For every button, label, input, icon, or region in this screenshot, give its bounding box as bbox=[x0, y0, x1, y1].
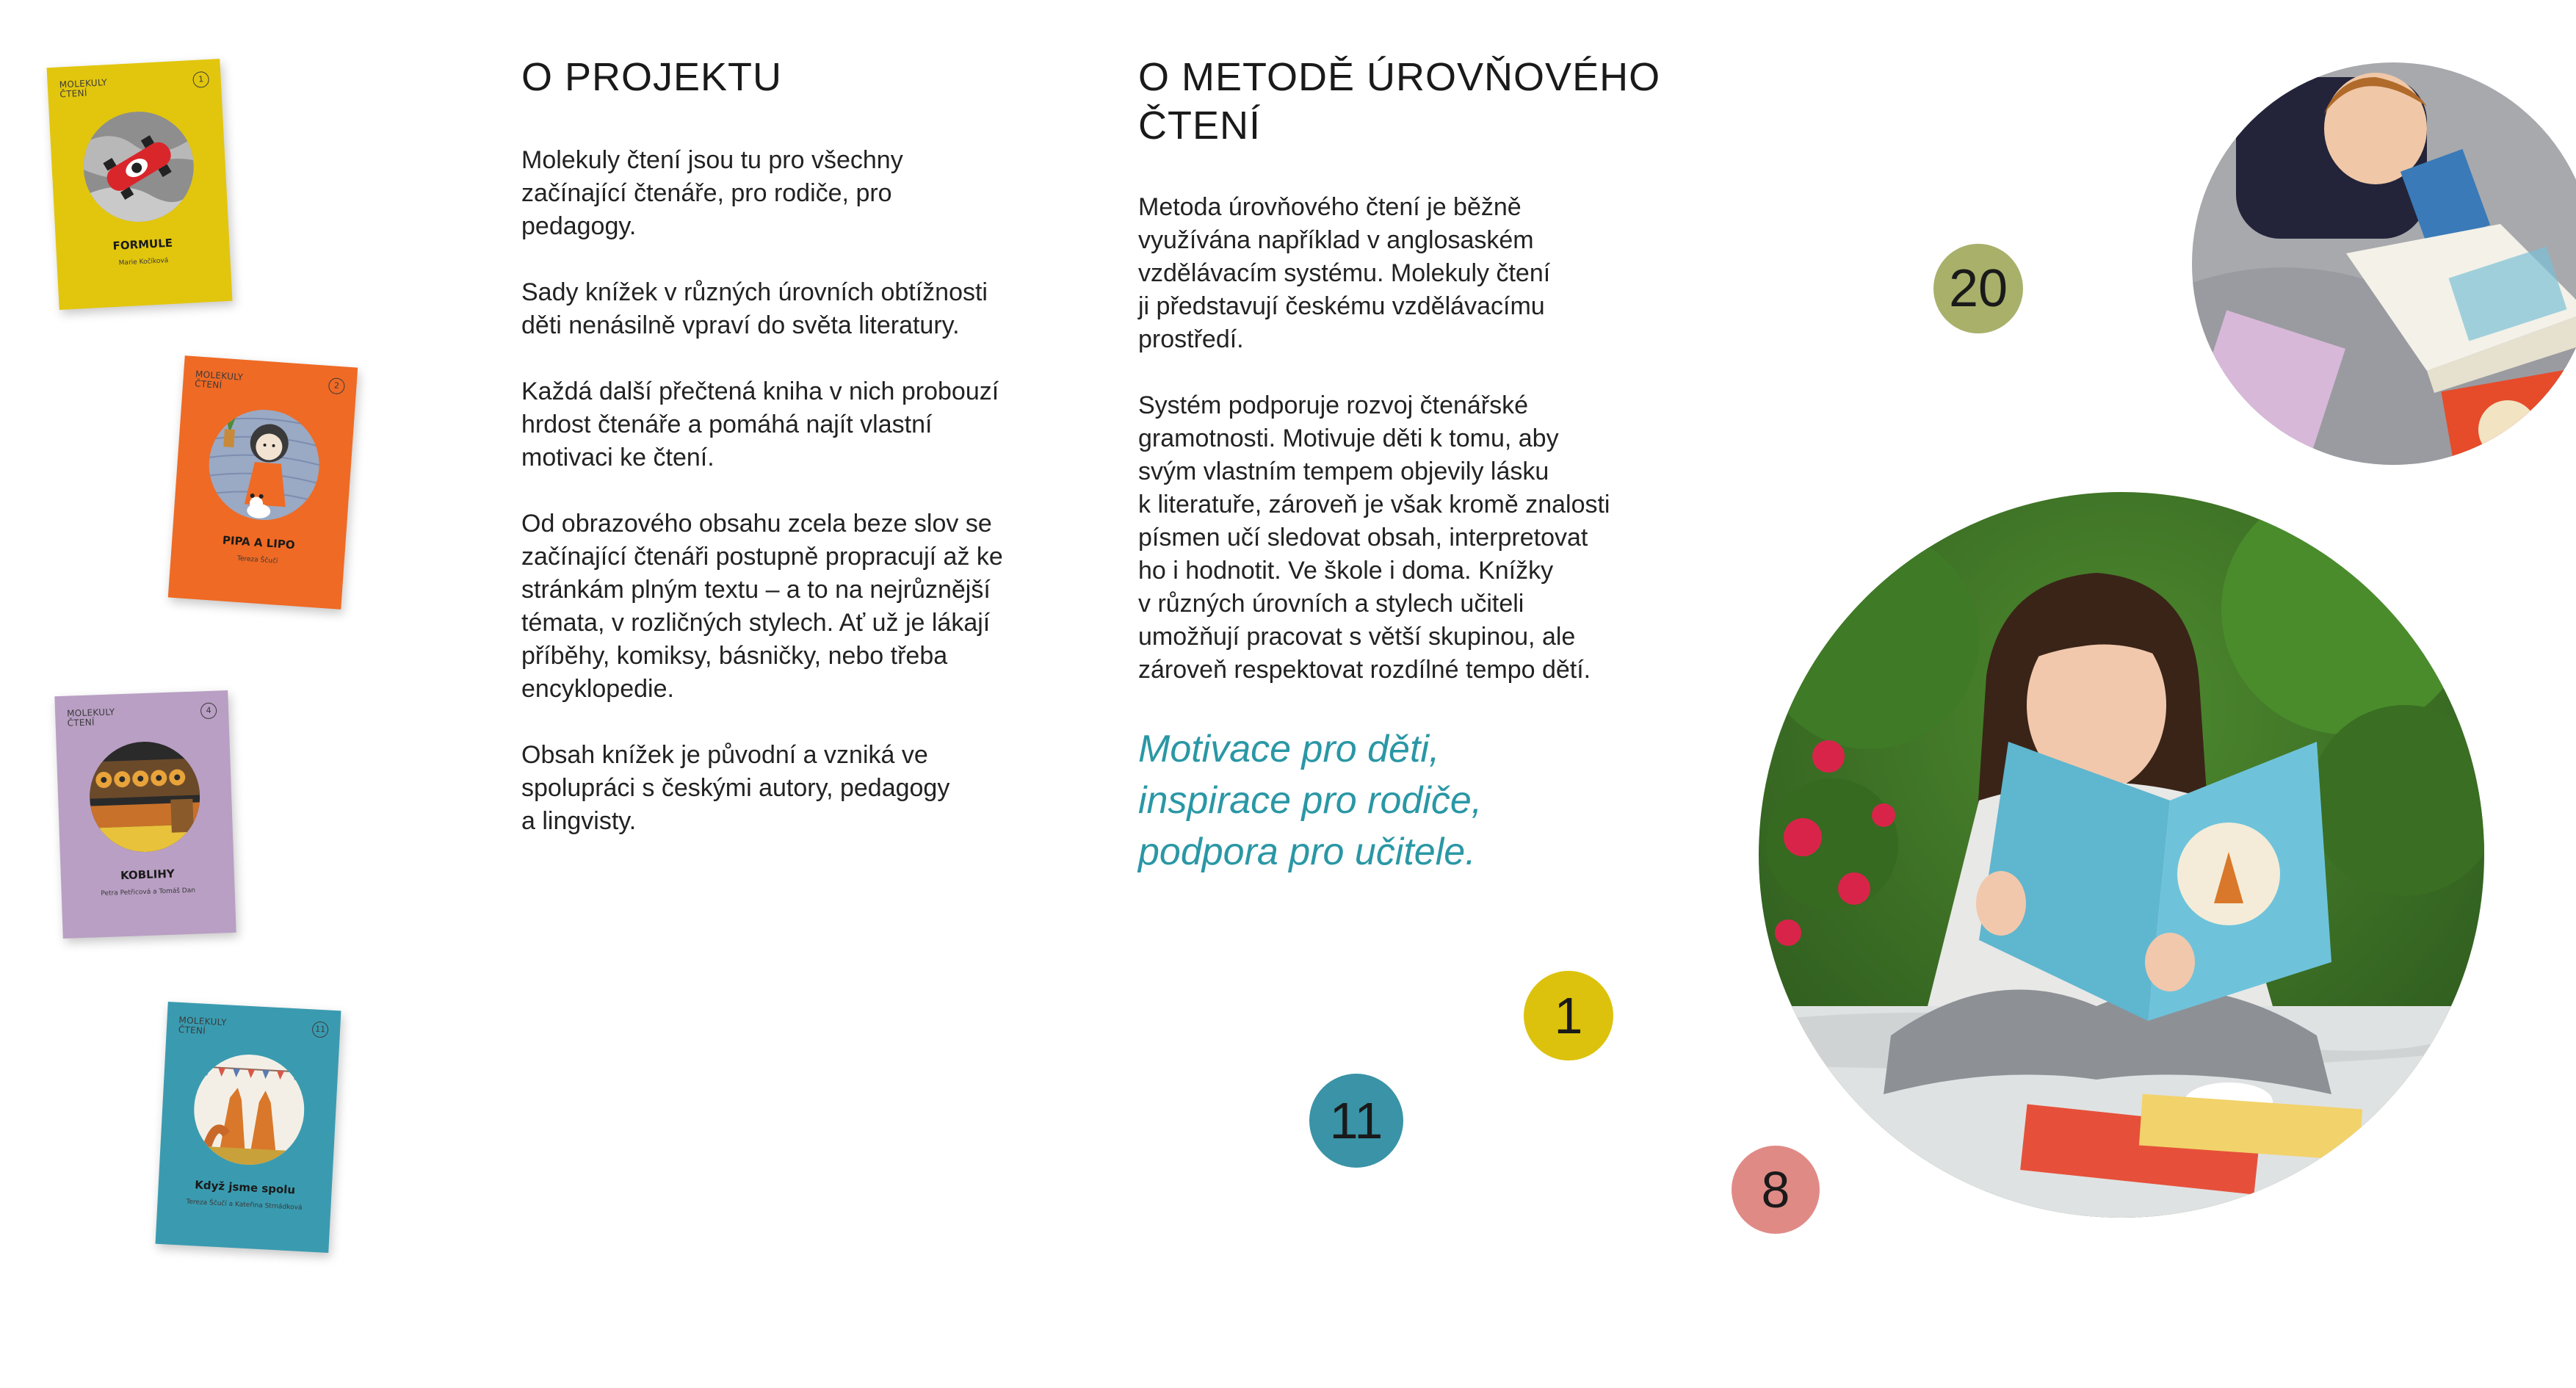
project-heading: O PROJEKTU bbox=[521, 55, 783, 99]
project-paragraph: Molekuly čtení jsou tu pro všechny začínající čtenáře, pro rodiče, pro pedagogy. bbox=[521, 146, 903, 240]
book-level-number: 11 bbox=[312, 1021, 329, 1038]
book-title: Když jsme spolu bbox=[194, 1178, 296, 1197]
book-author: Marie Kočíková bbox=[118, 257, 169, 267]
book-level-number: 2 bbox=[328, 377, 345, 394]
method-paragraph: Systém podporuje rozvoj čtenářské gramotnosti. Motivuje děti k tomu, aby svým vlastním tempem objevily lásku k literatuře, zároveň je však kromě znalosti písmen učí sledovat obsah, interpretovat ho i hodnotit. Ve škole i doma. Knížky v různých úrovních a stylech učiteli umožňují pracovat s větší skupinou, ale zároveň respektovat rozdílné tempo dětí. bbox=[1138, 391, 1610, 684]
project-paragraph: Od obrazového obsahu zcela beze slov se začínající čtenáři postupně propracují až ke stránkám plným textu – a to na nejrůznější témata, v rozličných stylech. Ať už je lákají příběhy, komiksy, básničky, nebo třeba encyklopedie. bbox=[521, 510, 1003, 703]
book-brand: MOLEKULY ČTENÍ bbox=[178, 1014, 228, 1036]
project-paragraph: Obsah knížek je původní a vzniká ve spolupráci s českými autory, pedagogy a lingvisty. bbox=[521, 741, 950, 835]
method-paragraph: Metoda úrovňového čtení je běžně využívána například v anglosaském vzdělávacím systému. Molekuly čtení ji představují českému vzdělávacímu prostředí. bbox=[1138, 193, 1551, 353]
level-dot-1: 1 bbox=[1524, 971, 1613, 1060]
book-illustration-donut-shop bbox=[88, 740, 202, 853]
book-author: Tereza Ščučí a Kateřina Strnádková bbox=[186, 1198, 303, 1212]
book-title: FORMULE bbox=[112, 236, 173, 253]
book-author: Tereza Ščučí bbox=[236, 554, 278, 565]
project-paragraph: Každá další přečtená kniha v nich probouzí hrdost čtenáře a pomáhá najít vlastní motivaci ke čtení. bbox=[521, 377, 999, 471]
book-brand: MOLEKULY ČTENÍ bbox=[59, 77, 108, 100]
project-paragraph: Sady knížek v různých úrovních obtížnosti děti nenásilně vpraví do světa literatury. bbox=[521, 278, 988, 339]
photo-boy-reading bbox=[2192, 62, 2576, 465]
level-dot-20: 20 bbox=[1933, 244, 2023, 333]
book-brand: MOLEKULY ČTENÍ bbox=[66, 706, 115, 729]
book-cover-koblihy bbox=[54, 690, 236, 939]
method-heading: O METODĚ ÚROVŇOVÉHO ČTENÍ bbox=[1138, 55, 1661, 148]
book-level-number: 1 bbox=[192, 71, 209, 88]
project-section bbox=[521, 53, 1109, 871]
method-quote: Motivace pro děti, inspirace pro rodiče, podpora pro učitele. bbox=[1138, 728, 1483, 873]
book-brand: MOLEKULY ČTENÍ bbox=[194, 369, 244, 391]
method-section bbox=[1138, 53, 1740, 878]
book-title: PIPA A LIPO bbox=[222, 533, 296, 552]
book-cover-pipa-a-lipo bbox=[168, 355, 358, 610]
photo-girl-reading bbox=[1759, 492, 2484, 1218]
book-cover-kdyz-jsme-spolu bbox=[156, 1002, 341, 1253]
book-title: KOBLIHY bbox=[120, 867, 175, 883]
book-cover-formule bbox=[47, 59, 233, 310]
book-author: Petra Petřicová a Tomáš Dan bbox=[101, 886, 196, 898]
level-dot-11: 11 bbox=[1309, 1074, 1403, 1168]
book-illustration-foxes bbox=[191, 1052, 307, 1168]
book-illustration-race-car bbox=[81, 109, 197, 225]
book-illustration-girl-with-cat bbox=[206, 406, 323, 524]
book-level-number: 4 bbox=[200, 703, 217, 720]
level-dot-8: 8 bbox=[1732, 1146, 1820, 1234]
